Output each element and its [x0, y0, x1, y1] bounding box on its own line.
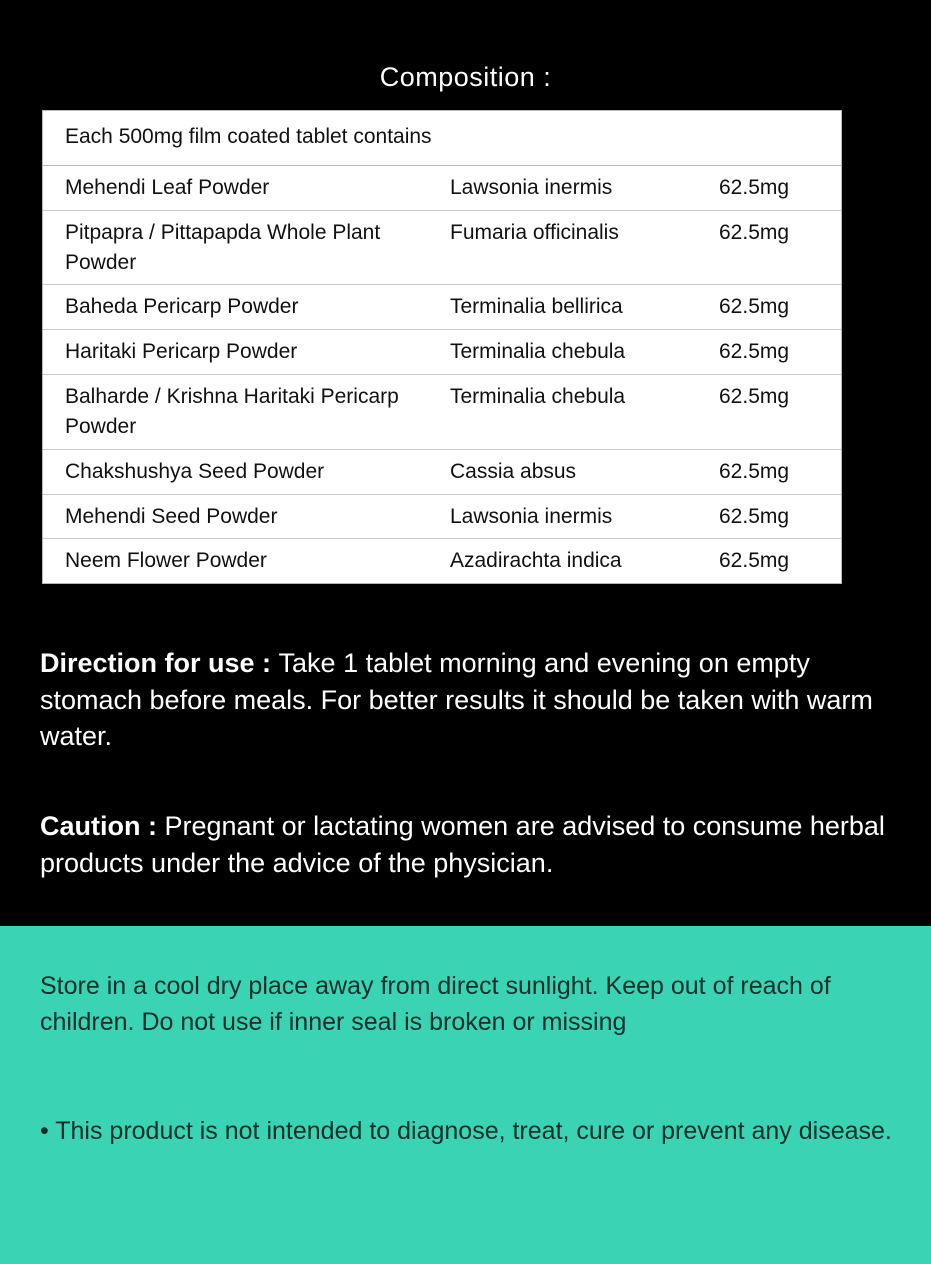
ingredient-botanical-name: Lawsonia inermis — [450, 504, 613, 528]
ingredient-botanical-name: Terminalia bellirica — [450, 295, 623, 319]
composition-table-header: Each 500mg film coated tablet contains — [43, 111, 841, 166]
ingredient-botanical-name: Terminalia chebula — [450, 340, 626, 364]
ingredient-quantity: 62.5mg — [719, 385, 790, 409]
ingredient-quantity: 62.5mg — [719, 220, 790, 244]
table-row — [43, 375, 841, 450]
ingredient-botanical-name: Terminalia chebula — [450, 385, 626, 409]
composition-title: Composition : — [379, 62, 552, 92]
ingredient-botanical-name: Cassia absus — [450, 459, 577, 483]
table-row — [43, 166, 841, 211]
ingredient-quantity: 62.5mg — [719, 459, 790, 483]
ingredient-common-name: Haritaki Pericarp Powder — [65, 340, 298, 364]
composition-table — [42, 110, 842, 584]
ingredient-botanical-name: Azadirachta indica — [450, 549, 622, 573]
ingredient-common-name: Mehendi Leaf Powder — [65, 176, 270, 199]
ingredient-quantity: 62.5mg — [719, 549, 790, 573]
table-row — [43, 450, 841, 495]
table-row — [43, 211, 841, 286]
storage-instructions: Store in a cool dry place away from direct sunlight. Keep out of reach of children. Do not use if inner seal is broken or missing — [40, 972, 831, 1037]
ingredient-quantity: 62.5mg — [719, 295, 790, 319]
table-row — [43, 330, 841, 375]
disclaimer-text: • This product is not intended to diagnose, treat, cure or prevent any disease. — [40, 1117, 892, 1145]
ingredient-common-name: Balharde / Krishna Haritaki Pericarp Powder — [65, 385, 399, 438]
caution — [40, 808, 895, 881]
direction-label: Direction for use : — [40, 648, 279, 678]
direction-text: Take 1 tablet morning and evening on empty stomach before meals. For better results it should be taken with warm water. — [40, 648, 873, 752]
ingredient-common-name: Mehendi Seed Powder — [65, 504, 278, 528]
caution-text: Pregnant or lactating women are advised to consume herbal products under the advice of the physician. — [40, 811, 885, 878]
ingredient-botanical-name: Fumaria officinalis — [450, 220, 619, 244]
ingredient-common-name: Pitpapra / Pittapapda Whole Plant Powder — [65, 220, 381, 274]
ingredient-quantity: 62.5mg — [719, 504, 790, 528]
ingredient-common-name: Chakshushya Seed Powder — [65, 459, 325, 483]
ingredient-common-name: Baheda Pericarp Powder — [65, 295, 299, 319]
table-row — [43, 495, 841, 540]
direction-for-use — [40, 645, 895, 755]
table-row — [43, 539, 841, 583]
ingredient-common-name: Neem Flower Powder — [65, 549, 267, 573]
caution-label: Caution : — [40, 811, 165, 841]
table-row — [43, 285, 841, 330]
ingredient-botanical-name: Lawsonia inermis — [450, 176, 613, 199]
ingredient-quantity: 62.5mg — [719, 176, 790, 199]
ingredient-quantity: 62.5mg — [719, 340, 790, 364]
